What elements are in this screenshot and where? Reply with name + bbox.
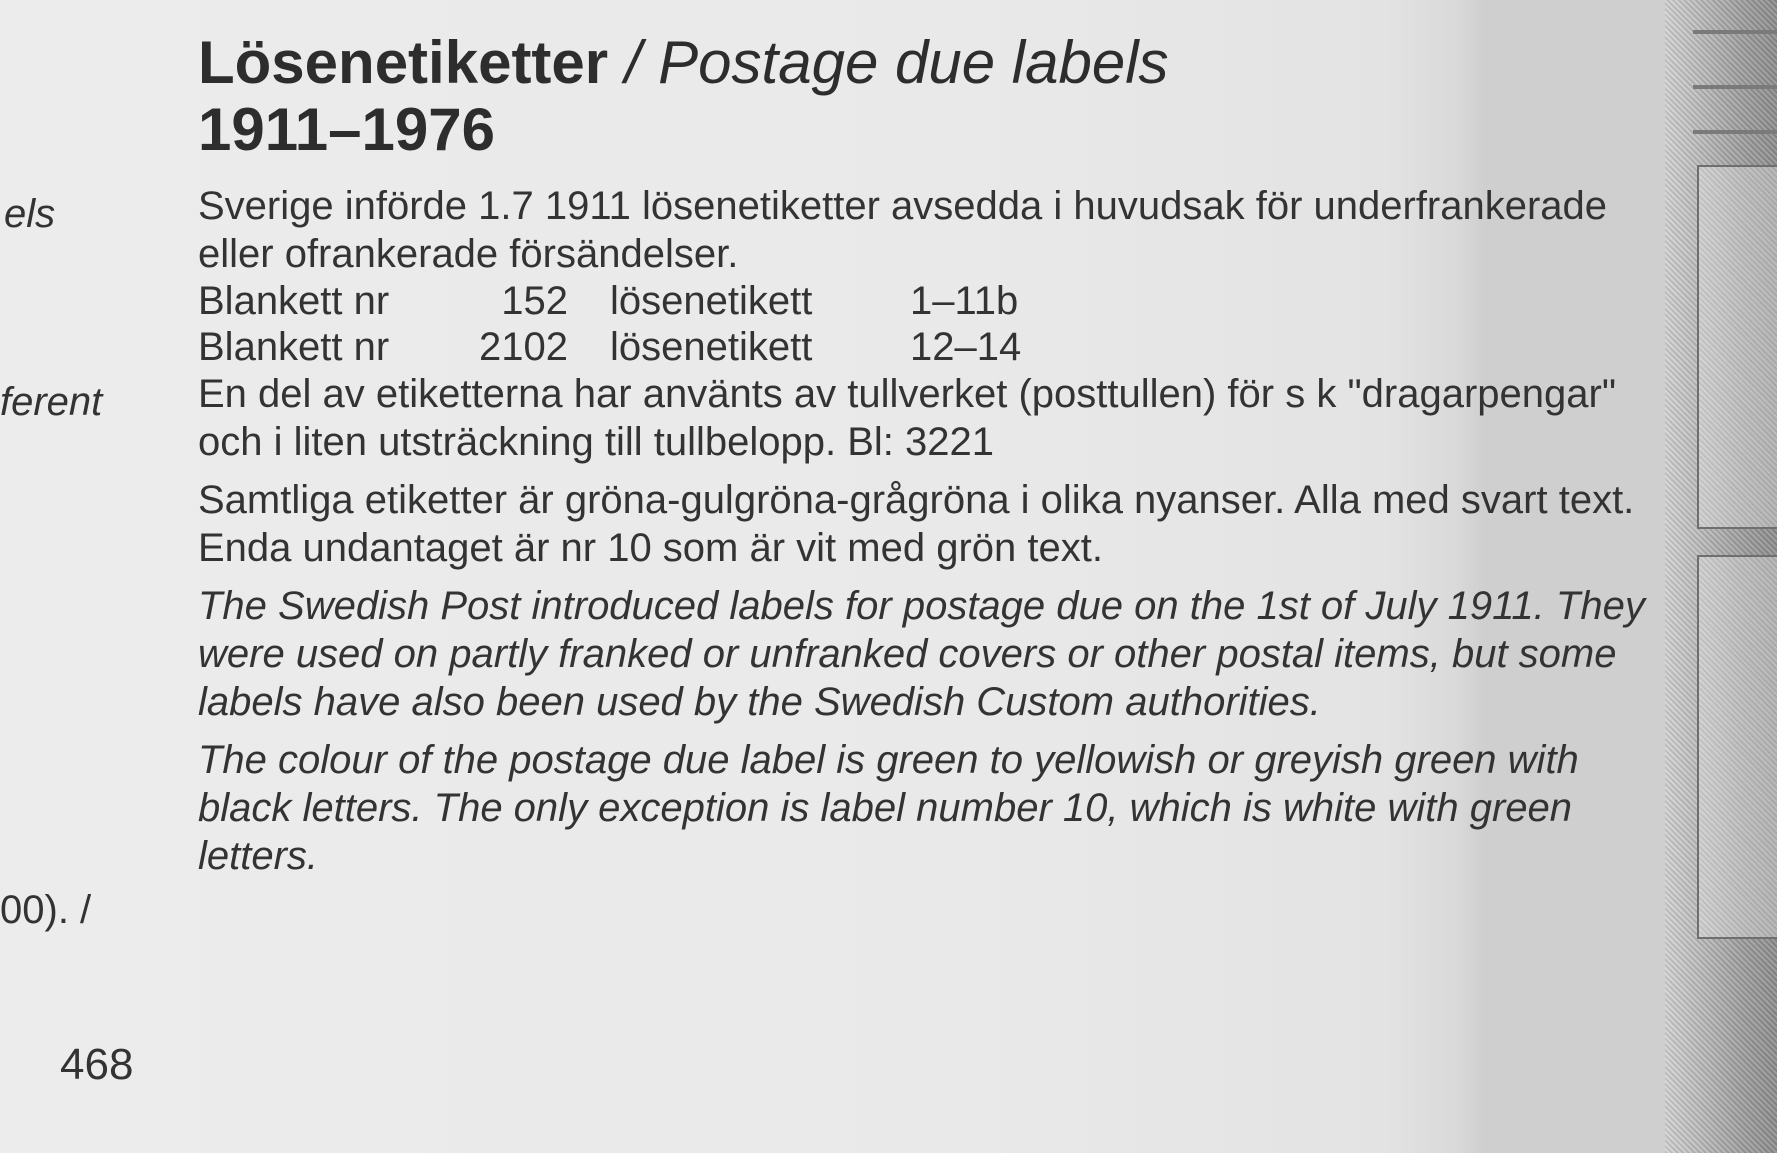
intro-paragraph-en: The Swedish Post introduced labels for postage due on the 1st of July 1911. They were used on partly franked or unfranked covers or other postal items, but some labels have also been used by the Swedish Custom authorities. [198, 584, 1645, 724]
blankett-type: lösenetikett [610, 279, 813, 323]
divider [1693, 85, 1777, 89]
adjacent-page-box [1697, 555, 1777, 939]
book-spine-adjacent-page [1665, 0, 1777, 1153]
adjacent-page-box [1697, 165, 1777, 529]
colour-paragraph-en: The colour of the postage due label is green to yellowish or greyish green with black letters. The only exception is label number 10, which is white with green letters. [198, 738, 1579, 878]
divider [1693, 130, 1777, 134]
blankett-range: 1–11b [910, 279, 1019, 323]
blankett-row [198, 278, 1658, 324]
customs-paragraph-sv: En del av etiketterna har använts av tullverket (posttullen) för s k "dragarpengar" och i liten utsträckning till tullbelopp. Bl: 3221 [198, 372, 1617, 464]
blankett-row [198, 324, 1658, 370]
blankett-type: lösenetikett [610, 325, 813, 369]
title-english: Postage due labels [658, 29, 1169, 96]
blankett-number: 152 [501, 279, 568, 323]
blankett-label: Blankett nr [198, 325, 390, 369]
margin-fragment: 00). / [0, 888, 92, 932]
blankett-range: 12–14 [910, 325, 1022, 369]
intro-paragraph-sv: Sverige införde 1.7 1911 lösenetiketter avsedda i huvudsak för underfrankerade eller ofrankerade försändelser. [198, 184, 1608, 276]
colour-paragraph-sv: Samtliga etiketter är gröna-gulgröna-grågröna i olika nyanser. Alla med svart text. Enda undantaget är nr 10 som är vit med grön text. [198, 478, 1635, 570]
margin-fragment: els [4, 192, 56, 236]
page-number: 468 [60, 1040, 134, 1089]
main-content [198, 30, 1658, 880]
blankett-number: 2102 [479, 325, 568, 369]
title-swedish: Lösenetiketter [198, 29, 609, 96]
page-title [198, 30, 1658, 96]
blankett-label: Blankett nr [198, 279, 390, 323]
margin-fragment: ferent [0, 380, 103, 424]
title-years: 1911–1976 [198, 96, 496, 163]
divider [1693, 30, 1777, 34]
title-separator: / [608, 29, 659, 96]
